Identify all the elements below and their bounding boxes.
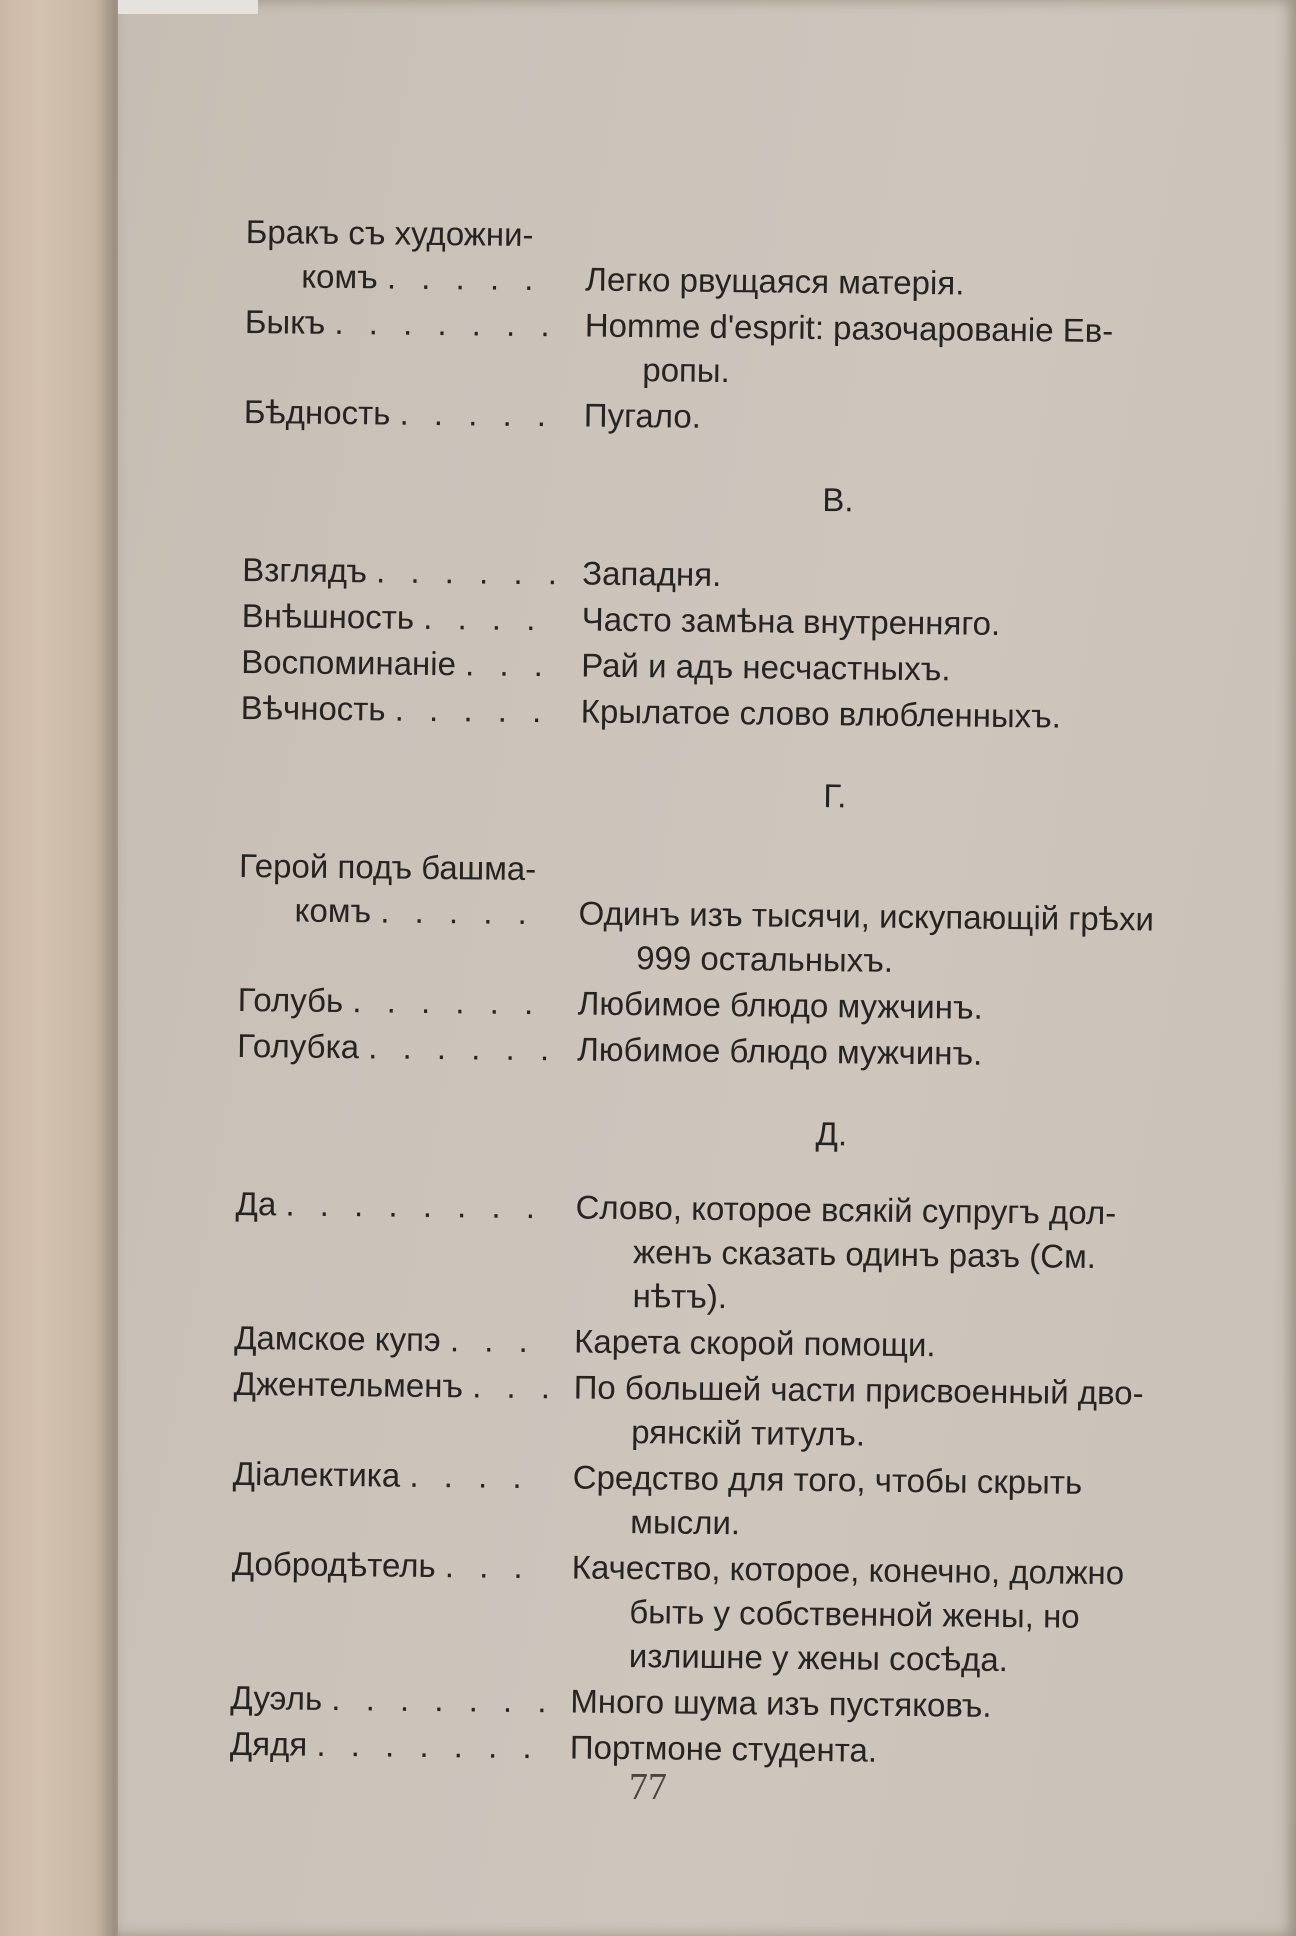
entry-definition-column — [572, 1455, 1193, 1549]
leader-dots: . . . . — [409, 1456, 530, 1496]
leader-dots: . . . . . . — [368, 1028, 558, 1068]
entry-term-line — [235, 1182, 575, 1230]
leader-dots: . . . — [449, 1321, 536, 1360]
entry-definition-continuation: излишне у жены сосѣда. — [628, 1637, 1009, 1679]
entry-term: Вѣчность — [240, 688, 386, 728]
entry-definition-column — [584, 394, 1204, 444]
entry-definition-continuation: 999 остальныхъ. — [635, 939, 894, 979]
entry-term-column — [237, 978, 577, 1026]
entry-definition-continuation: быть у собственной жены, но — [629, 1593, 1080, 1635]
entry-term-line — [244, 390, 584, 438]
dictionary-entry — [232, 1452, 1193, 1550]
leader-dots: . . . . . . — [352, 982, 542, 1022]
entry-definition-continuation: женъ сказать одинъ разъ (См. — [632, 1233, 1097, 1275]
entry-term-column — [231, 1542, 572, 1678]
entry-definition: Любимое блюдо мужчинъ. — [577, 1030, 983, 1072]
entry-term: Дуэль — [230, 1678, 323, 1717]
leader-dots: . . . . . . — [375, 552, 566, 592]
entry-term: Дядя — [229, 1724, 308, 1763]
spacer-line — [579, 848, 1199, 898]
entry-definition: Любимое блюдо мужчинъ. — [577, 984, 983, 1026]
entry-term: Дамское купэ — [233, 1318, 441, 1359]
leader-dots: . . . . . . . — [334, 303, 558, 344]
leader-dots: . . . — [444, 1547, 531, 1586]
entry-term-column — [230, 1676, 570, 1724]
leader-dots: . . . . . — [394, 690, 550, 730]
entry-term: Воспоминаніе — [241, 642, 457, 683]
entry-term-line — [245, 254, 585, 302]
dictionary-entry — [234, 1182, 1195, 1324]
entry-definition-column — [574, 1319, 1194, 1369]
entry-term: Бракъ съ художни- — [245, 212, 534, 254]
entry-definition-column — [571, 1545, 1192, 1683]
entry-term-line — [239, 844, 579, 892]
entry-term-column — [242, 548, 582, 596]
previous-page-edge — [0, 0, 120, 1936]
leader-dots: . . . . — [423, 598, 544, 638]
entry-definition: Легко рвущаяся матерія. — [585, 260, 965, 302]
dictionary-entry — [244, 300, 1205, 398]
dictionary-entry — [241, 686, 1201, 740]
leader-dots: . . . . . — [399, 394, 555, 434]
entry-term-line — [237, 978, 577, 1026]
dictionary-entry — [237, 1024, 1197, 1078]
entry-definition-column — [581, 598, 1201, 648]
entry-term-column — [245, 210, 586, 302]
dictionary-entry — [238, 844, 1199, 986]
leader-dots: . . . . . — [380, 892, 536, 932]
entry-definition-column — [584, 304, 1205, 398]
entry-definition-column — [573, 1365, 1194, 1459]
entry-term: Взглядъ — [242, 550, 368, 590]
entry-definition-column — [574, 1186, 1195, 1324]
entry-term: Голубь — [237, 980, 344, 1020]
leader-dots: . . . . . . . — [316, 1725, 540, 1766]
entry-definition: Крылатое слово влюбленныхъ. — [580, 692, 1062, 735]
entry-definition: Портмоне студента. — [569, 1728, 878, 1769]
entry-term: Добродѣтель — [231, 1544, 436, 1585]
entry-definition-column — [581, 644, 1201, 694]
entry-definition: Качество, которое, конечно, должно — [571, 1548, 1125, 1592]
entry-term-column — [241, 640, 581, 688]
dictionary-entry — [242, 548, 1202, 602]
entry-term-column — [237, 1024, 577, 1072]
section-letter: Д. — [815, 1115, 848, 1153]
entry-term: Герой подъ башма- — [238, 846, 537, 888]
entry-definition: Homme d'esprit: разочарованіе Ев- — [584, 306, 1114, 350]
leader-dots: . . . . . . . . — [285, 1185, 544, 1226]
entry-term: Джентельменъ — [233, 1364, 464, 1405]
dictionary-entry — [233, 1362, 1194, 1460]
entry-term: Бѣдность — [243, 392, 391, 432]
entry-term-line — [230, 1722, 570, 1770]
entry-term-continuation: комъ — [294, 891, 372, 930]
entry-term-line — [233, 1452, 573, 1500]
entry-definition-column — [577, 1028, 1197, 1078]
entry-definition-continuation: нѣтъ). — [632, 1277, 728, 1316]
dictionary-entry — [230, 1676, 1190, 1730]
leader-dots: . . . — [472, 1367, 559, 1406]
entry-definition-column — [577, 982, 1197, 1032]
dictionary-entry — [242, 594, 1202, 648]
entry-term-column — [233, 1362, 574, 1454]
section-letter: В. — [822, 481, 854, 519]
dictionary-entry — [237, 978, 1197, 1032]
entry-term-line — [242, 548, 582, 596]
entry-term-line — [234, 1316, 574, 1364]
entry-term: Діалектика — [232, 1454, 401, 1494]
entry-term-line — [238, 888, 578, 936]
entry-term-line — [237, 1024, 577, 1072]
entry-definition: Часто замѣна внутренняго. — [581, 600, 1001, 642]
leader-dots: . . . . . . . — [331, 1679, 555, 1720]
page-number: 77 — [629, 1766, 667, 1808]
leader-dots: . . . — [464, 645, 552, 684]
entry-term-column — [238, 844, 579, 980]
entry-definition: Карета скорой помощи. — [573, 1322, 936, 1364]
entry-definition: Одинъ изъ тысячи, искупающій грѣхи — [578, 894, 1155, 938]
entry-definition-continuation: рянскій титулъ. — [631, 1413, 866, 1453]
dictionary-entry — [245, 210, 1206, 308]
dictionary-entries — [230, 210, 1206, 1778]
entry-definition: Слово, которое всякій супругъ дол- — [575, 1188, 1117, 1232]
entry-term-line — [246, 210, 586, 258]
entry-term-line — [245, 300, 585, 348]
entry-term-column — [234, 1182, 575, 1318]
entry-term-line — [230, 1676, 570, 1724]
spacer-line — [586, 214, 1206, 264]
entry-term-line — [242, 594, 582, 642]
entry-definition-column — [582, 552, 1202, 602]
entry-term-column — [244, 300, 585, 392]
entry-term: Голубка — [237, 1026, 360, 1066]
entry-definition-column — [581, 690, 1201, 740]
entry-term-column — [242, 594, 582, 642]
entry-term-line — [233, 1362, 573, 1410]
entry-definition: Много шума изъ пустяковъ. — [570, 1682, 992, 1724]
entry-term-continuation: комъ — [301, 257, 378, 296]
entry-definition: Средство для того, чтобы скрыть — [572, 1458, 1083, 1501]
entry-definition-continuation: мысли. — [630, 1503, 741, 1542]
entry-term: Внѣшность — [241, 596, 415, 636]
dictionary-entry — [234, 1316, 1194, 1370]
entry-term-column — [232, 1452, 573, 1544]
entry-definition-column — [570, 1679, 1190, 1729]
entry-definition: Западня. — [582, 554, 722, 593]
leader-dots: . . . . . — [386, 258, 542, 298]
entry-definition-continuation: ропы. — [642, 351, 731, 390]
entry-term-column — [244, 390, 584, 438]
background-strip — [118, 0, 258, 14]
entry-term: Да — [235, 1184, 277, 1223]
entry-term-line — [241, 640, 581, 688]
entry-definition-column — [585, 214, 1206, 308]
entry-term-column — [234, 1316, 574, 1364]
dictionary-entry — [244, 390, 1204, 444]
entry-term-column — [230, 1722, 570, 1770]
entry-term-line — [232, 1542, 572, 1590]
section-letter: Г. — [823, 777, 847, 815]
entry-definition: Рай и адъ несчастныхъ. — [581, 646, 951, 688]
entry-term: Быкъ — [244, 302, 326, 341]
entry-definition: По большей части присвоенный дво- — [573, 1368, 1144, 1412]
dictionary-entry — [231, 1542, 1192, 1684]
entry-definition: Пугало. — [583, 396, 702, 435]
dictionary-entry — [241, 640, 1201, 694]
entry-term-column — [241, 686, 581, 734]
entry-term-line — [241, 686, 581, 734]
entry-definition-column — [578, 848, 1199, 986]
